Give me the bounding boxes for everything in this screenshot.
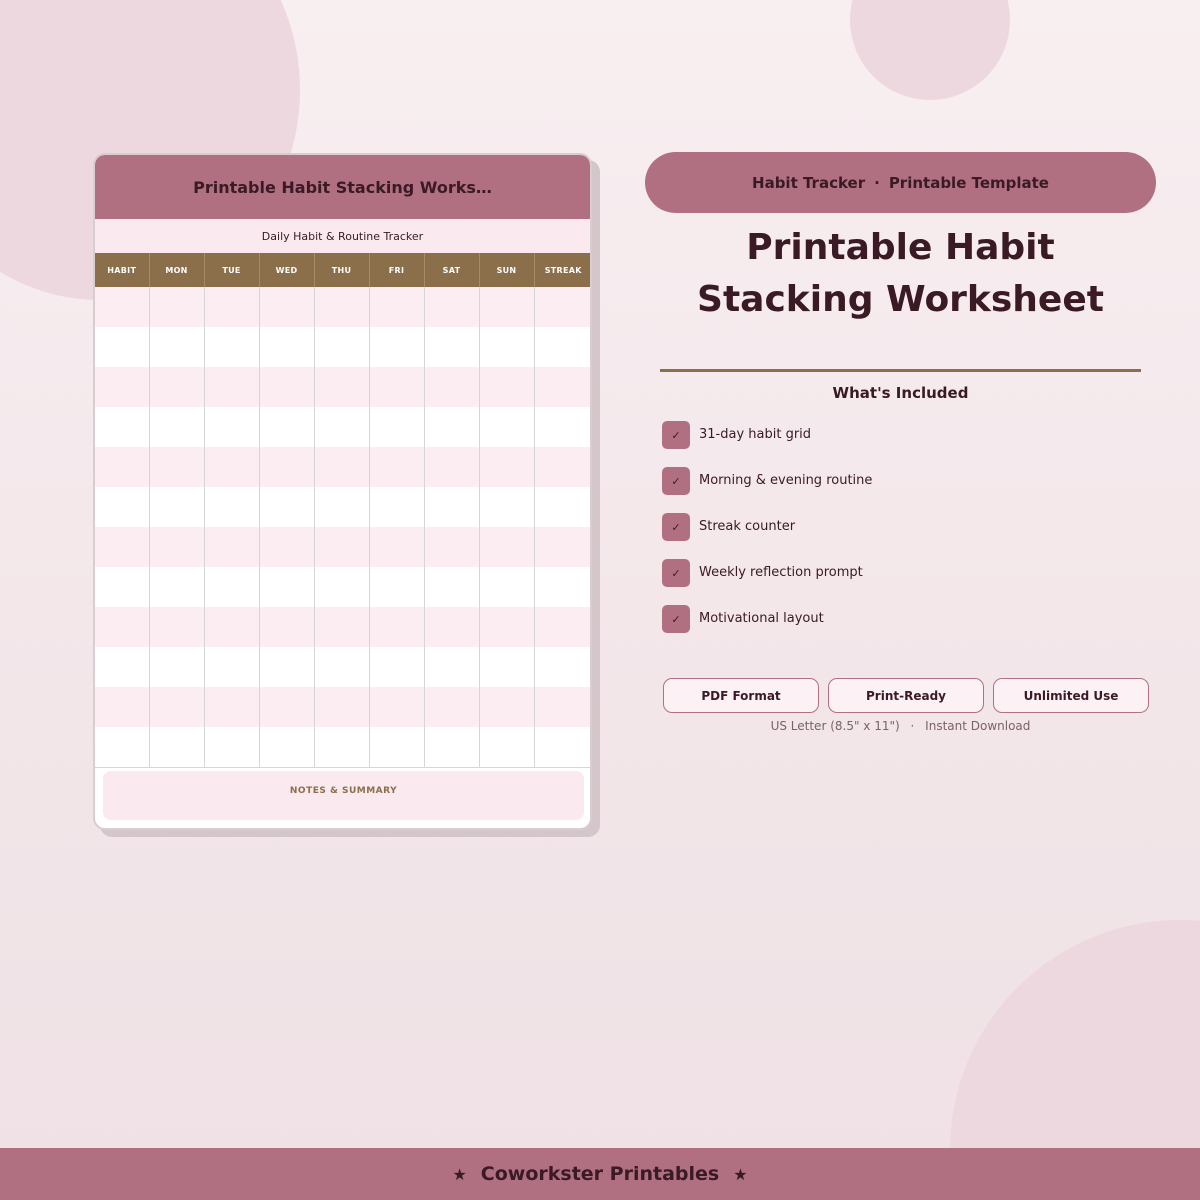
grid-cell bbox=[424, 607, 479, 647]
grid-cell bbox=[479, 607, 534, 647]
grid-column-header: STREAK bbox=[534, 253, 592, 287]
format-badge: PDF Format bbox=[663, 678, 819, 713]
grid-row bbox=[95, 327, 592, 367]
grid-cell bbox=[369, 647, 424, 687]
grid-cell bbox=[204, 647, 259, 687]
grid-cell bbox=[369, 607, 424, 647]
grid-cell bbox=[259, 487, 314, 527]
grid-row bbox=[95, 407, 592, 447]
grid-cell bbox=[149, 367, 204, 407]
grid-header-row bbox=[95, 253, 592, 287]
product-title-line2: Stacking Worksheet bbox=[697, 279, 1104, 320]
grid-cell bbox=[314, 727, 369, 767]
grid-row bbox=[95, 647, 592, 687]
grid-cell bbox=[314, 647, 369, 687]
grid-cell bbox=[95, 447, 149, 487]
grid-row bbox=[95, 527, 592, 567]
feature-list bbox=[662, 421, 1142, 651]
grid-cell bbox=[204, 367, 259, 407]
grid-cell bbox=[314, 367, 369, 407]
grid-cell bbox=[369, 407, 424, 447]
grid-cell bbox=[259, 567, 314, 607]
grid-cell bbox=[534, 407, 592, 447]
format-badges bbox=[663, 678, 1149, 713]
grid-cell bbox=[479, 687, 534, 727]
grid-cell bbox=[424, 487, 479, 527]
grid-cell bbox=[149, 447, 204, 487]
grid-cell bbox=[204, 527, 259, 567]
checkmark-icon: ✓ bbox=[662, 513, 690, 541]
grid-cell bbox=[369, 287, 424, 327]
grid-cell bbox=[259, 287, 314, 327]
grid-cell bbox=[149, 607, 204, 647]
grid-cell bbox=[95, 487, 149, 527]
grid-cell bbox=[95, 567, 149, 607]
grid-row bbox=[95, 567, 592, 607]
grid-cell bbox=[259, 687, 314, 727]
grid-cell bbox=[149, 647, 204, 687]
grid-cell bbox=[259, 527, 314, 567]
grid-row bbox=[95, 487, 592, 527]
grid-cell bbox=[424, 647, 479, 687]
brand-name: Coworkster Printables bbox=[480, 1163, 720, 1185]
grid-cell bbox=[204, 407, 259, 447]
grid-cell bbox=[95, 687, 149, 727]
grid-cell bbox=[534, 567, 592, 607]
notes-summary-box bbox=[103, 771, 584, 820]
grid-cell bbox=[204, 687, 259, 727]
category-separator: · bbox=[874, 173, 880, 192]
grid-row bbox=[95, 727, 592, 767]
grid-cell bbox=[534, 487, 592, 527]
grid-cell bbox=[369, 327, 424, 367]
feature-label: Motivational layout bbox=[699, 611, 824, 626]
grid-cell bbox=[479, 407, 534, 447]
feature-item bbox=[662, 513, 1142, 559]
grid-cell bbox=[204, 287, 259, 327]
worksheet-subtitle-bar bbox=[95, 219, 590, 253]
template-label: Printable Template bbox=[888, 173, 1049, 192]
worksheet-subtitle: Daily Habit & Routine Tracker bbox=[261, 229, 424, 243]
feature-item bbox=[662, 421, 1142, 467]
feature-label: Streak counter bbox=[699, 519, 796, 534]
worksheet-header bbox=[95, 155, 590, 219]
grid-cell bbox=[149, 407, 204, 447]
product-title bbox=[645, 222, 1156, 326]
grid-row bbox=[95, 287, 592, 327]
grid-cell bbox=[534, 327, 592, 367]
grid-cell bbox=[424, 727, 479, 767]
grid-cell bbox=[149, 287, 204, 327]
grid-cell bbox=[424, 687, 479, 727]
grid-cell bbox=[204, 447, 259, 487]
grid-cell bbox=[369, 367, 424, 407]
spec-delivery: Instant Download bbox=[925, 719, 1031, 733]
grid-cell bbox=[479, 727, 534, 767]
worksheet-preview bbox=[93, 153, 592, 830]
grid-cell bbox=[314, 407, 369, 447]
checkmark-icon: ✓ bbox=[662, 467, 690, 495]
grid-cell bbox=[314, 327, 369, 367]
decorative-circle-top-right bbox=[850, 0, 1010, 100]
grid-cell bbox=[149, 487, 204, 527]
grid-cell bbox=[149, 567, 204, 607]
grid-cell bbox=[534, 607, 592, 647]
category-pill bbox=[645, 152, 1156, 213]
grid-cell bbox=[95, 607, 149, 647]
grid-cell bbox=[259, 447, 314, 487]
footer-bar bbox=[0, 1148, 1200, 1200]
grid-cell bbox=[534, 447, 592, 487]
feature-label: 31-day habit grid bbox=[699, 427, 812, 442]
grid-cell bbox=[314, 687, 369, 727]
spec-size: US Letter (8.5" x 11") bbox=[770, 719, 900, 733]
grid-cell bbox=[424, 327, 479, 367]
spec-separator: · bbox=[910, 719, 915, 733]
grid-column-header: SUN bbox=[479, 253, 534, 287]
grid-cell bbox=[369, 527, 424, 567]
grid-cell bbox=[534, 287, 592, 327]
grid-cell bbox=[95, 527, 149, 567]
grid-cell bbox=[204, 567, 259, 607]
grid-cell bbox=[95, 407, 149, 447]
grid-cell bbox=[424, 287, 479, 327]
grid-cell bbox=[369, 447, 424, 487]
grid-cell bbox=[369, 687, 424, 727]
divider bbox=[660, 369, 1141, 372]
grid-column-header: TUE bbox=[204, 253, 259, 287]
grid-cell bbox=[479, 647, 534, 687]
grid-column-header: WED bbox=[259, 253, 314, 287]
grid-cell bbox=[314, 567, 369, 607]
grid-column-header: SAT bbox=[424, 253, 479, 287]
grid-cell bbox=[314, 527, 369, 567]
worksheet-title: Printable Habit Stacking Works… bbox=[193, 177, 492, 197]
grid-cell bbox=[369, 567, 424, 607]
checkmark-icon: ✓ bbox=[662, 605, 690, 633]
grid-column-header: THU bbox=[314, 253, 369, 287]
notes-label: NOTES & SUMMARY bbox=[289, 786, 398, 796]
grid-row bbox=[95, 367, 592, 407]
feature-label: Weekly reflection prompt bbox=[699, 565, 863, 580]
checkmark-icon: ✓ bbox=[662, 421, 690, 449]
grid-cell bbox=[259, 647, 314, 687]
grid-cell bbox=[534, 687, 592, 727]
grid-cell bbox=[259, 327, 314, 367]
grid-cell bbox=[95, 287, 149, 327]
grid-cell bbox=[479, 487, 534, 527]
grid-row bbox=[95, 607, 592, 647]
grid-cell bbox=[95, 647, 149, 687]
grid-cell bbox=[534, 727, 592, 767]
grid-cell bbox=[314, 607, 369, 647]
grid-cell bbox=[479, 367, 534, 407]
grid-cell bbox=[424, 407, 479, 447]
grid-cell bbox=[149, 727, 204, 767]
grid-cell bbox=[369, 727, 424, 767]
grid-cell bbox=[314, 487, 369, 527]
grid-cell bbox=[479, 447, 534, 487]
grid-cell bbox=[204, 727, 259, 767]
grid-cell bbox=[424, 447, 479, 487]
feature-item bbox=[662, 605, 1142, 651]
grid-cell bbox=[95, 327, 149, 367]
grid-cell bbox=[314, 447, 369, 487]
spec-line bbox=[645, 719, 1156, 733]
grid-column-header: HABIT bbox=[95, 253, 149, 287]
habit-grid bbox=[95, 253, 592, 768]
grid-cell bbox=[204, 607, 259, 647]
product-title-line1: Printable Habit bbox=[746, 227, 1055, 268]
feature-item bbox=[662, 467, 1142, 513]
category-label: Habit Tracker bbox=[752, 173, 866, 192]
grid-cell bbox=[369, 487, 424, 527]
grid-cell bbox=[259, 727, 314, 767]
format-badge: Unlimited Use bbox=[993, 678, 1149, 713]
checkmark-icon: ✓ bbox=[662, 559, 690, 587]
grid-cell bbox=[314, 287, 369, 327]
grid-body bbox=[95, 287, 592, 767]
grid-cell bbox=[259, 407, 314, 447]
format-badge: Print-Ready bbox=[828, 678, 984, 713]
included-heading: What's Included bbox=[832, 384, 969, 402]
grid-cell bbox=[424, 567, 479, 607]
grid-cell bbox=[424, 367, 479, 407]
grid-cell bbox=[479, 567, 534, 607]
grid-cell bbox=[479, 287, 534, 327]
feature-label: Morning & evening routine bbox=[699, 473, 873, 488]
grid-cell bbox=[534, 647, 592, 687]
grid-cell bbox=[479, 327, 534, 367]
grid-cell bbox=[259, 367, 314, 407]
grid-cell bbox=[149, 327, 204, 367]
grid-row bbox=[95, 687, 592, 727]
grid-cell bbox=[204, 487, 259, 527]
grid-row bbox=[95, 447, 592, 487]
grid-cell bbox=[259, 607, 314, 647]
grid-cell bbox=[424, 527, 479, 567]
grid-cell bbox=[149, 527, 204, 567]
grid-column-header: FRI bbox=[369, 253, 424, 287]
star-icon: ★ bbox=[452, 1164, 467, 1184]
grid-column-header: MON bbox=[149, 253, 204, 287]
grid-cell bbox=[479, 527, 534, 567]
grid-cell bbox=[534, 367, 592, 407]
grid-cell bbox=[95, 367, 149, 407]
grid-cell bbox=[95, 727, 149, 767]
star-icon: ★ bbox=[733, 1164, 748, 1184]
grid-cell bbox=[204, 327, 259, 367]
grid-cell bbox=[534, 527, 592, 567]
feature-item bbox=[662, 559, 1142, 605]
grid-cell bbox=[149, 687, 204, 727]
